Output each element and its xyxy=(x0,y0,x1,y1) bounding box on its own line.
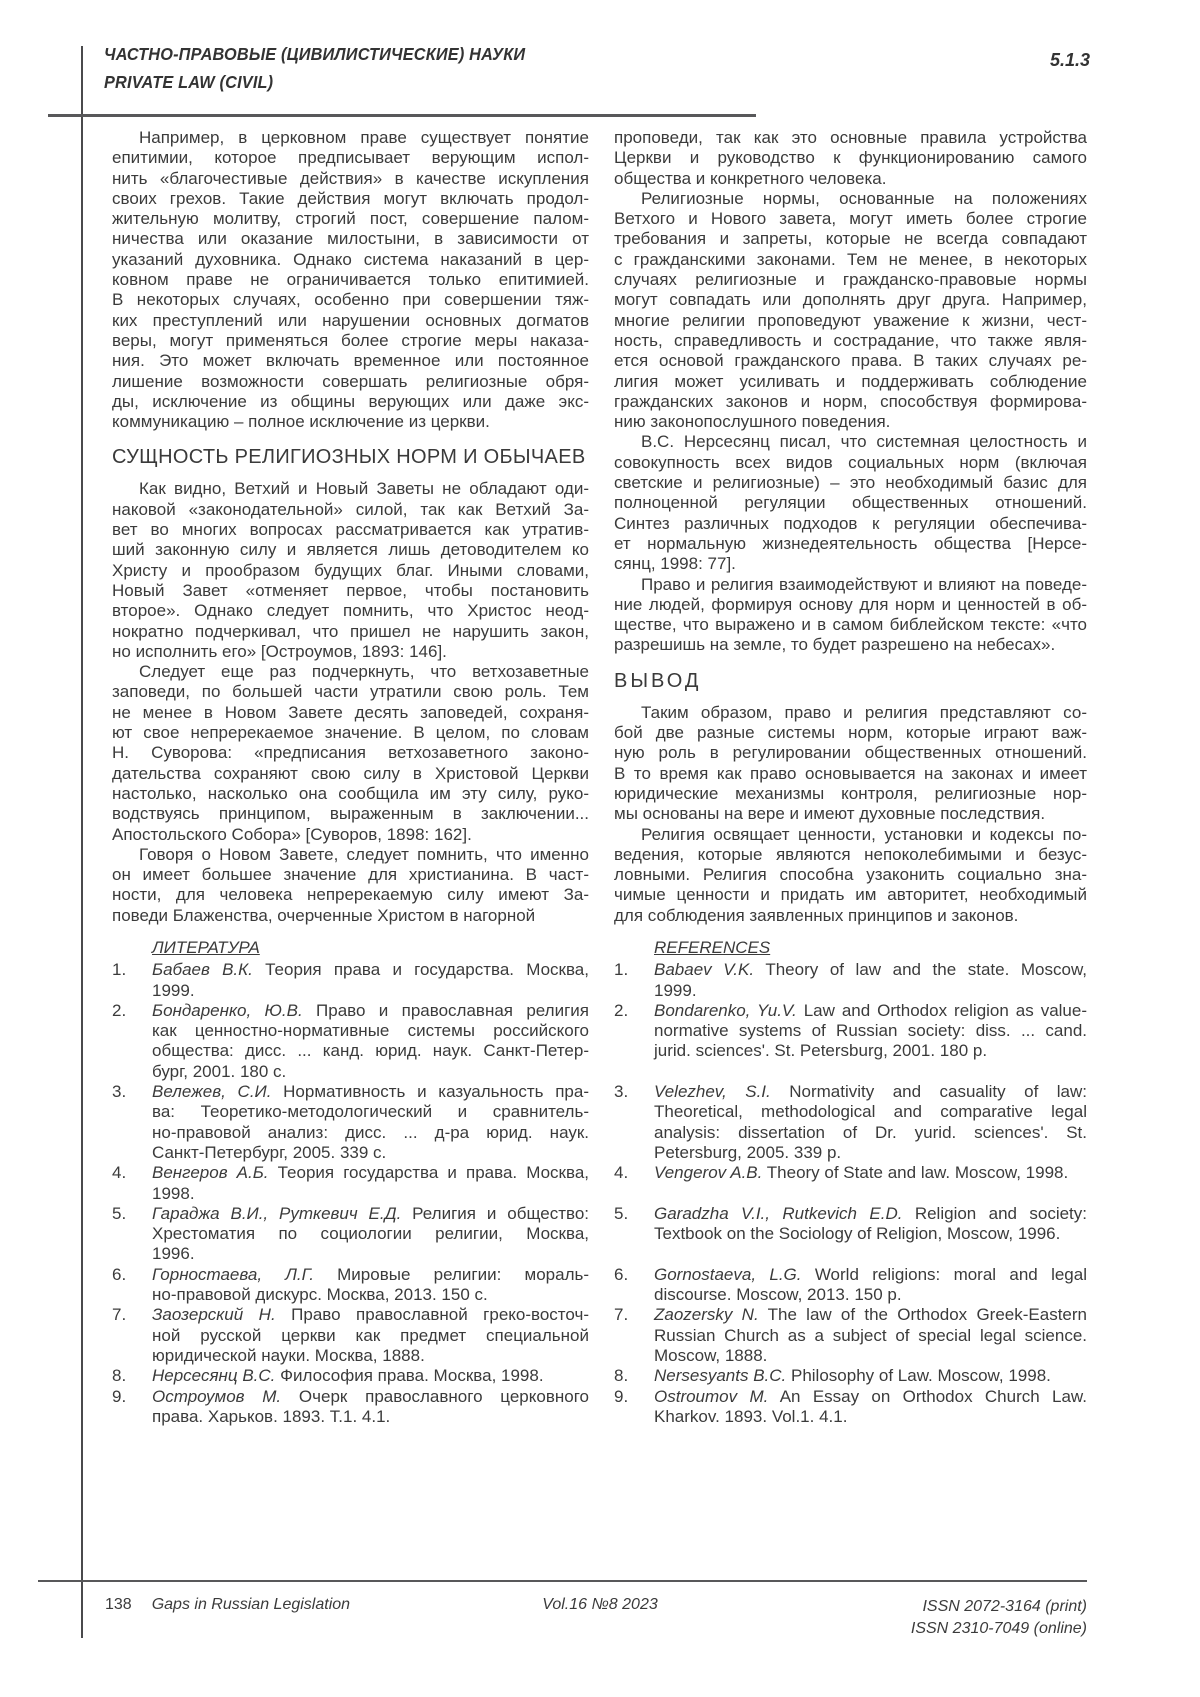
text-line: но исполнить его» [Остроумов, 1893: 146]. xyxy=(112,641,447,661)
text-line: В.С. Нерсесянц писал, что системная целостность и xyxy=(641,432,1087,452)
text-line: ние людей, формируя основу для норм и ценностей в об- xyxy=(614,594,1087,614)
paragraph xyxy=(614,575,1087,656)
section-heading: СУЩНОСТЬ РЕЛИГИОЗНЫХ НОРМ И ОБЫЧАЕВ xyxy=(112,446,586,469)
paragraph xyxy=(614,703,1087,825)
reference-item xyxy=(112,1082,589,1163)
text-line: Например, в церковном праве существует понятие xyxy=(139,128,589,147)
reference-author: Bondarenko, Yu.V. xyxy=(654,1000,797,1020)
paragraph xyxy=(614,128,1087,189)
text-line: ловными. Религия способна узаконить социально зна- xyxy=(614,865,1087,885)
reference-author: Нерсесянц В.С. xyxy=(152,1366,276,1386)
text-line: Таким образом, право и религия представляют со- xyxy=(641,702,1087,722)
text-line: нию законопослушного поведения. xyxy=(614,412,891,432)
text-line: проповеди, так как это основные правила устройства xyxy=(614,128,1087,147)
text-line: коммуникацию – полное исключение из церкви. xyxy=(112,412,490,432)
text-line: но-правовой анализ: дисс. ... д-ра юрид. наук. xyxy=(152,1122,589,1142)
text-line: Церкви и руководство к функционированию самого xyxy=(614,148,1087,168)
reference-author: Vengerov A.B. xyxy=(654,1163,763,1183)
text-line: ких преступлений или нарушении основных догматов xyxy=(112,310,589,330)
text-line: нить «благочестивые действия» в качестве искупления xyxy=(112,168,589,188)
paragraph xyxy=(614,825,1087,926)
paragraph xyxy=(112,845,589,926)
reference-author: Velezhev, S.I. xyxy=(654,1082,771,1102)
running-head xyxy=(104,40,525,96)
reference-number: 7. xyxy=(614,1305,629,1325)
text-line: 1999. xyxy=(654,980,697,1000)
text-line: чимые ценности и придать им авторитет, необходимый xyxy=(614,885,1087,905)
text-line: ды, исключение из общины верующих или даже экс- xyxy=(112,391,589,411)
text-line: не менее в Новом Завете десять заповедей, сохраня- xyxy=(112,702,589,722)
issn-print: ISSN 2072-3164 (print) xyxy=(922,1598,1087,1615)
text-line: ший законную силу и является лишь детоводителем ко xyxy=(112,540,589,560)
reference-number: 2. xyxy=(112,1000,127,1020)
text-line: discourse. Moscow, 2013. 150 p. xyxy=(654,1285,902,1305)
text-line: нократно подчеркивал, что пришел не нарушить закон, xyxy=(112,621,589,641)
text-line: разрешишь на земле, то будет разрешено на небесах». xyxy=(614,635,1056,655)
text-line: совокупность всех видов социальных норм (включая xyxy=(614,452,1087,472)
left-margin-line xyxy=(81,46,83,1638)
text-line: Новый Завет «отменяет первое, чтобы постановить xyxy=(112,580,589,600)
reference-item xyxy=(614,960,1087,1001)
reference-author: Остроумов М. xyxy=(152,1386,282,1406)
footer-issn xyxy=(911,1596,1087,1639)
text-line: Garadzha V.I., Rutkevich E.D. Religion and society: xyxy=(654,1203,1087,1223)
text-line: Н. Суворова: «предписания ветхозаветного законо- xyxy=(112,743,589,763)
text-line: ности, для человека непререкаемую силу имеют За- xyxy=(112,885,589,905)
text-line: поведи Блаженства, очерченные Христом в нагорной xyxy=(112,905,536,925)
text-line: дательства сохраняют свою силу в Христовой Церкви xyxy=(112,763,589,783)
reference-item xyxy=(614,1204,1087,1245)
reference-number: 5. xyxy=(614,1203,629,1223)
text-line: analysis: dissertation of Dr. yurid. sciences'. St. xyxy=(654,1122,1087,1142)
reference-number: 3. xyxy=(112,1082,127,1102)
text-line: Ostroumov M. An Essay on Orthodox Church Law. xyxy=(654,1386,1087,1406)
text-line: Хрестоматия по социологии религии, Москва, xyxy=(152,1224,589,1244)
reference-number: 8. xyxy=(112,1366,127,1386)
text-line: Религия освящает ценности, установки и кодексы по- xyxy=(641,824,1087,844)
text-line: Bondarenko, Yu.V. Law and Orthodox religion as value- xyxy=(654,1000,1087,1020)
list-heading: ЛИТЕРАТУРА xyxy=(152,937,260,957)
text-line: многие религии проповедуют уважение к жизни, чест- xyxy=(614,310,1087,330)
text-line: светские и религиозные) – это необходимый базис для xyxy=(614,473,1087,493)
text-line: Бондаренко, Ю.В. Право и православная религия xyxy=(152,1000,589,1020)
reference-author: Венгеров А.Б. xyxy=(152,1163,269,1183)
text-line: лигия может усиливать и поддерживать соблюдение xyxy=(614,371,1087,391)
text-line: как ценностно-нормативные системы российского xyxy=(152,1021,589,1041)
text-line: Христу и прообразом будущих благ. Иными словами, xyxy=(112,560,589,580)
text-line: Гараджа В.И., Руткевич Е.Д. Религия и общество: xyxy=(152,1203,590,1223)
left-column-text xyxy=(112,128,589,926)
literature-list xyxy=(112,938,589,1427)
text-line: Заозерский Н. Право православной греко-восточ- xyxy=(152,1305,590,1325)
text-line: Zaozersky N. The law of the Orthodox Greek-Eastern xyxy=(654,1305,1087,1325)
text-line: Апостольского Собора» [Суворов, 1898: 162]. xyxy=(112,824,472,844)
paragraph xyxy=(614,189,1087,433)
text-line: ность, справедливость и сострадание, что также явля- xyxy=(614,330,1087,350)
text-line: бург, 2001. 180 с. xyxy=(152,1061,287,1081)
text-line: normative systems of Russian society: diss. ... cand. xyxy=(654,1021,1087,1041)
reference-number: 4. xyxy=(614,1163,629,1183)
page-number: 138 xyxy=(105,1596,132,1613)
reference-item xyxy=(614,1265,1087,1306)
text-line: Ветхого и Нового завета, могут иметь более строгие xyxy=(614,209,1087,229)
text-line: для соблюдения заявленных принципов и законов. xyxy=(614,905,1019,925)
reference-item xyxy=(614,1082,1087,1163)
text-line: ется основой гражданского права. В таких случаях ре- xyxy=(614,351,1087,371)
text-line: сянц, 1998: 77]. xyxy=(614,554,736,574)
text-line: Theoretical, methodological and comparative legal xyxy=(654,1102,1087,1122)
text-line: могут совпадать или дополнять друг друга. Например, xyxy=(614,290,1087,310)
text-line: лишение возможности совершать религиозные обря- xyxy=(112,371,589,391)
reference-author: Gornostaeva, L.G. xyxy=(654,1264,802,1284)
text-line: общества и конкретного человека. xyxy=(614,168,887,188)
reference-author: Гараджа В.И., Руткевич Е.Д. xyxy=(152,1203,402,1223)
text-line: Russian Church as a subject of special legal science. xyxy=(654,1325,1087,1345)
reference-author: Бондаренко, Ю.В. xyxy=(152,1000,303,1020)
text-line: Религиозные нормы, основанные на положениях xyxy=(641,188,1087,208)
reference-item xyxy=(112,1001,589,1082)
reference-author: Garadzha V.I., Rutkevich E.D. xyxy=(654,1203,903,1223)
classification-code: 5.1.3 xyxy=(1049,50,1090,70)
volume-issue: Vol.16 №8 2023 xyxy=(542,1596,658,1613)
text-line: ковном праве не ограничивается только епитимией. xyxy=(112,270,589,290)
section-heading: ВЫВОД xyxy=(614,669,702,692)
list-heading: REFERENCES xyxy=(654,937,771,957)
reference-author: Nersesyants B.C. xyxy=(654,1366,787,1386)
text-line: ную роль в регулировании общественных отношений. xyxy=(614,743,1087,763)
text-line: Говоря о Новом Завете, следует помнить, что именно xyxy=(139,844,589,864)
text-line: настолько, насколько она сообщила им эту силу, руко- xyxy=(112,783,589,803)
text-line: ществе, что выражено и в самом библейском тексте: «что xyxy=(614,615,1087,635)
reference-number: 3. xyxy=(614,1082,629,1102)
text-line: Синтез различных подходов к регуляции обеспечива- xyxy=(614,513,1087,533)
text-line: вет во многих вопросах рассматривается как утратив- xyxy=(112,520,589,540)
text-line: указаний духовника. Однако система наказаний в цер- xyxy=(112,249,589,269)
text-line: 1996. xyxy=(152,1244,195,1264)
text-line: Kharkov. 1893. Vol.1. 4.1. xyxy=(654,1406,848,1426)
text-line: юридические механизмы контроля, религиозные нор- xyxy=(614,783,1087,803)
text-line: В то время как право основывается на законах и имеет xyxy=(614,763,1087,783)
reference-number: 7. xyxy=(112,1305,127,1325)
reference-author: Бабаев В.К. xyxy=(152,960,253,980)
category-en: PRIVATE LAW (CIVIL) xyxy=(104,72,274,92)
paragraph xyxy=(112,662,589,845)
text-line: заповеди, по большей части утратили свою роль. Тем xyxy=(112,682,589,702)
text-line: Нерсесянц В.С. Философия права. Москва, 1998. xyxy=(152,1366,544,1386)
reference-item xyxy=(112,1305,589,1366)
text-line: второе». Однако следует помнить, что Христос неод- xyxy=(112,601,589,621)
text-line: Следует еще раз подчеркнуть, что ветхозаветные xyxy=(139,662,589,682)
text-line: Венгеров А.Б. Теория государства и права. Москва, xyxy=(152,1163,589,1183)
text-line: полноценной регуляции общественных отношений. xyxy=(614,493,1087,513)
text-line: 1999. xyxy=(152,980,195,1000)
text-line: ет нормальную жизнедеятельность общества [Нерсе- xyxy=(614,533,1087,553)
text-line: случаях религиозные и гражданско-правовые нормы xyxy=(614,270,1087,290)
reference-number: 1. xyxy=(112,960,127,980)
reference-item xyxy=(112,1366,589,1386)
text-line: требования и запреты, которые не всегда совпадают xyxy=(614,229,1087,249)
reference-number: 9. xyxy=(112,1386,127,1406)
paragraph xyxy=(112,479,589,662)
reference-item xyxy=(614,1001,1087,1062)
reference-number: 8. xyxy=(614,1366,629,1386)
text-line: ва: Теоретико-методологический и сравнитель- xyxy=(152,1102,589,1122)
reference-author: Вележев, С.И. xyxy=(152,1082,272,1102)
text-line: Как видно, Ветхий и Новый Заветы не обладают оди- xyxy=(139,479,589,499)
reference-author: Заозерский Н. xyxy=(152,1305,276,1325)
text-line: с гражданскими законами. Тем не менее, в некоторых xyxy=(614,249,1087,269)
text-line: ния. Это может включать временное или постоянное xyxy=(112,351,589,371)
reference-item xyxy=(112,1163,589,1204)
text-line: гражданских законов и норм, способствуя формирова- xyxy=(614,391,1087,411)
right-column xyxy=(614,128,1087,1427)
text-line: епитимии, которое предписывает верующим испол- xyxy=(112,148,589,168)
reference-item xyxy=(614,1305,1087,1366)
text-line: жительную молитву, строгий пост, совершение палом- xyxy=(112,209,589,229)
text-line: ной русской церкви как предмет специальной xyxy=(152,1325,589,1345)
text-line: веры, могут применяться более строгие меры наказа- xyxy=(112,330,589,350)
text-line: jurid. sciences'. St. Petersburg, 2001. 180 p. xyxy=(654,1041,988,1061)
text-line: Velezhev, S.I. Normativity and casuality of law: xyxy=(654,1082,1087,1102)
reference-item xyxy=(112,1204,589,1265)
text-line: Babaev V.K. Theory of law and the state. Moscow, xyxy=(654,960,1088,980)
footer-left xyxy=(105,1596,350,1614)
text-line: 1998. xyxy=(152,1183,195,1203)
text-line: Горностаева, Л.Г. Мировые религии: мораль- xyxy=(152,1264,590,1284)
text-line: права. Харьков. 1893. Т.1. 4.1. xyxy=(152,1406,391,1426)
category-ru: ЧАСТНО-ПРАВОВЫЕ (ЦИВИЛИСТИЧЕСКИЕ) НАУКИ xyxy=(104,44,526,64)
text-line: Petersburg, 2005. 339 p. xyxy=(654,1142,842,1162)
text-line: Остроумов М. Очерк православного церковного xyxy=(152,1386,589,1406)
reference-author: Ostroumov M. xyxy=(654,1386,769,1406)
reference-number: 6. xyxy=(112,1264,127,1284)
header-rule xyxy=(48,114,756,117)
reference-author: Zaozersky N. xyxy=(654,1305,759,1325)
reference-item xyxy=(614,1163,1087,1183)
issn-online: ISSN 2310-7049 (online) xyxy=(910,1619,1087,1637)
text-line: наковой «законодательной» силой, так как Ветхий За- xyxy=(112,499,589,519)
reference-author: Babaev V.K. xyxy=(654,960,755,980)
reference-number: 1. xyxy=(614,960,629,980)
text-line: ничества или оказание милостыни, в зависимости от xyxy=(112,229,589,249)
reference-item xyxy=(112,1387,589,1428)
text-line: Бабаев В.К. Теория права и государства. Москва, xyxy=(152,960,589,980)
text-line: ют свое непререкаемое значение. В целом, по словам xyxy=(112,723,589,743)
reference-item xyxy=(614,1387,1087,1428)
text-line: Textbook on the Sociology of Religion, Moscow, 1996. xyxy=(654,1224,1061,1244)
text-line: Vengerov A.B. Theory of State and law. Moscow, 1998. xyxy=(654,1163,1069,1183)
text-line: Право и религия взаимодействуют и влияют на поведе- xyxy=(641,574,1087,594)
text-line: Санкт-Петербург, 2005. 339 с. xyxy=(152,1142,387,1162)
text-line: водствуясь принципом, выраженным в заключении... xyxy=(112,804,589,824)
text-line: он имеет большее значение для христианина. В част- xyxy=(112,865,589,885)
reference-item xyxy=(112,1265,589,1306)
text-line: своих грехов. Такие действия могут включать продол- xyxy=(112,188,589,208)
reference-number: 2. xyxy=(614,1000,629,1020)
paragraph xyxy=(614,432,1087,574)
reference-number: 9. xyxy=(614,1386,629,1406)
text-line: общества: дисс. ... канд. юрид. наук. Санкт-Петер- xyxy=(152,1041,589,1061)
text-line: мы основаны на вере и имеют духовные последствия. xyxy=(614,804,1046,824)
text-line: Moscow, 1888. xyxy=(654,1345,768,1365)
text-line: юридической науки. Москва, 1888. xyxy=(152,1345,425,1365)
text-line: Вележев, С.И. Нормативность и казуальность пра- xyxy=(152,1082,589,1102)
text-line: ведения, которые являются непоколебимыми и безус- xyxy=(614,844,1087,864)
text-line: В некоторых случаях, особенно при совершении тяж- xyxy=(112,290,589,310)
references-list xyxy=(614,938,1087,1427)
left-column xyxy=(112,128,589,1427)
right-column-text xyxy=(614,128,1087,926)
reference-number: 4. xyxy=(112,1163,127,1183)
reference-number: 5. xyxy=(112,1203,127,1223)
journal-title: Gaps in Russian Legislation xyxy=(151,1596,351,1613)
reference-number: 6. xyxy=(614,1264,629,1284)
text-line: бой две разные системы норм, которые играют важ- xyxy=(614,723,1087,743)
text-line: но-правовой дискурс. Москва, 2013. 150 с. xyxy=(152,1285,488,1305)
reference-item xyxy=(112,960,589,1001)
reference-author: Горностаева, Л.Г. xyxy=(152,1264,314,1284)
text-line: Gornostaeva, L.G. World religions: moral and legal xyxy=(654,1264,1087,1284)
paragraph xyxy=(112,128,589,432)
footer-rule xyxy=(38,1580,1087,1582)
text-line: Nersesyants B.C. Philosophy of Law. Moscow, 1998. xyxy=(654,1366,1051,1386)
reference-item xyxy=(614,1366,1087,1386)
